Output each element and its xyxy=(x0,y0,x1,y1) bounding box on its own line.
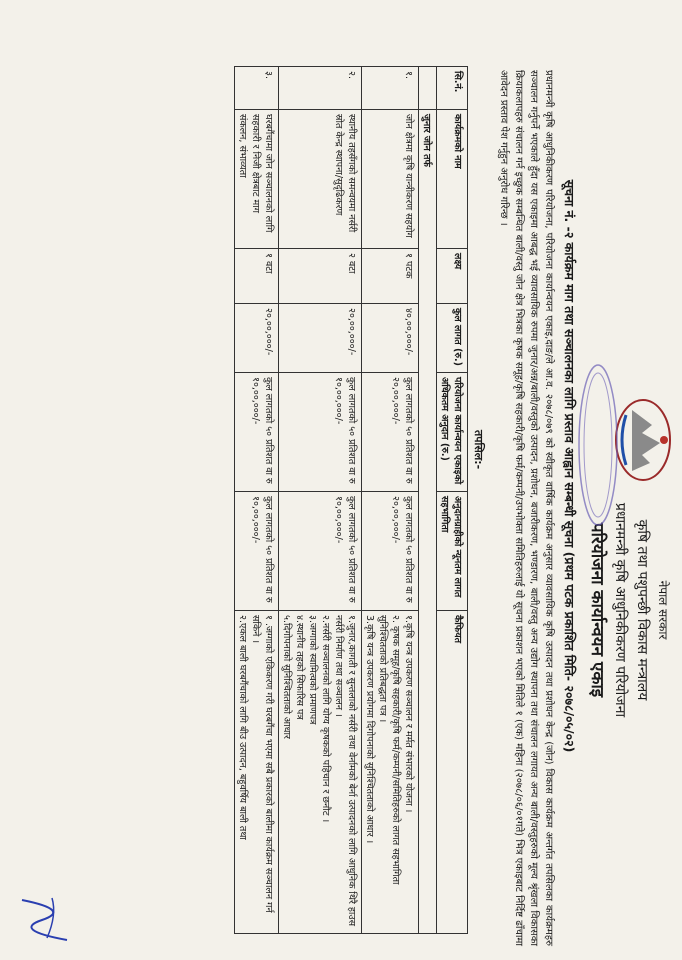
cell-program: घरबगैंचामा जोन सञ्चालनको लागि सहकारी र निजी क्षेत्रबाट माग संकलन, संभाव्यता xyxy=(235,110,279,249)
remark-line: १.जुनार,कागती र सुन्तलाको नर्सरी तथा वेर्नामको बेर्ना उत्पादनको लागि आधुनिक थिरै हाउस नर्सरी निर्माण तथा सञ्चालन । xyxy=(333,615,357,927)
cell-grant: कुल लागतको ५० प्रतिशत वा रु १०,००,०००/- xyxy=(279,373,362,492)
cell-grant: कुल लागतको ५० प्रतिशत वा रु १०,००,०००/- xyxy=(235,373,279,492)
cell-sn: १. xyxy=(362,67,419,110)
header-cost: कुल लागत (रु.) xyxy=(437,304,468,373)
header-sn: सि.नं. xyxy=(437,67,468,110)
cell-cost: ४०,००,०००/- xyxy=(362,304,419,373)
remark-line: ३.जग्गाको स्वामित्वको प्रमाणपत्र xyxy=(307,615,318,725)
header-grant: परियोजना कार्यान्वयन एकाइको अधिकतम अनुदान (रु.) xyxy=(437,373,468,492)
office-stamp-icon xyxy=(576,360,620,530)
cell-remarks xyxy=(235,611,279,934)
cell-target: २ वटा xyxy=(279,249,362,304)
cell-sn: २. xyxy=(279,67,362,110)
cell-beneficiary: कुल लागतको ५० प्रतिशत वा रु १०,००,०००/- xyxy=(235,492,279,611)
remark-line: ५.दिगोपनाको सुनिश्चितताको आधार xyxy=(281,615,292,739)
remark-line: १.कृषि यन्त्र उपकरण सञ्चालन र मर्मत संभारको योजना । xyxy=(403,615,414,813)
cell-target: १ वटा xyxy=(235,249,279,304)
region-label: जुनार जोन तर्फ xyxy=(419,110,437,934)
header-remarks: कैफियत xyxy=(437,611,468,934)
project-name: प्रधानमन्त्री कृषि आधुनिकीकरण परियोजना xyxy=(612,502,628,718)
program-table xyxy=(234,66,468,934)
remark-line: १ .जग्गाको एकिकरण गरी घरबगैंचा भएमा सबै प्रकारको बालीमा कार्यक्रम सञ्चालन गर्न सकिने । xyxy=(250,615,274,913)
office-name: परियोजना कार्यान्वयन एकाइ xyxy=(587,522,607,698)
table-row xyxy=(362,67,419,934)
cell-remarks xyxy=(362,611,419,934)
header-beneficiary: अनुदानग्राहीको न्यूनतम लागत सहभागिता xyxy=(437,492,468,611)
remark-line: २. कृषक समूह/कृषि सहकारी/कृषि फर्म/कम्पनी/समितिहरुको लागत सहभागिता सुनिश्चितताको प्रतिबद्धता पत्र । xyxy=(377,615,401,885)
table-header-row xyxy=(437,67,468,934)
remark-line: ४.स्थानीय तहको सिफारिस पत्र xyxy=(294,615,305,720)
cell-remarks xyxy=(279,611,362,934)
remark-line: 3.कृषि यन्त्र उपकरण प्रयोगमा दिगोपनाको सुनिश्चितताको आधार । xyxy=(364,615,375,844)
cell-program: स्थानीय तहसँगको समन्वयमा नर्सरी स्रोत केन्द्र स्थापना/सुदृढिकरण xyxy=(279,110,362,249)
remark-line: २.एकल बाली घरबगैंचाको लागि बीउ उत्पादन, बहुवर्षिय बाली तथा xyxy=(237,615,248,840)
cell-grant: कुल लागतको ५० प्रतिशत वा रु २०,००,०००/- xyxy=(362,373,419,492)
remark-line: २.नर्सरी सञ्चालनको लागि योग्य कृषकको पहिचान र छनौट । xyxy=(320,615,331,823)
cell-target: १ पटक xyxy=(362,249,419,304)
cell-beneficiary: कुल लागतको ५० प्रतिशत वा रु १०,००,०००/- xyxy=(279,492,362,611)
government-name: नेपाल सरकार xyxy=(656,580,670,640)
region-row xyxy=(419,67,437,934)
notice-intro: प्रधानमन्त्री कृषि आधुनिकीकरण परियोजना, परियोजना कार्यान्वयन एकाइ,दाङ/ले आ.व. २०७८/०७९ को स्वीकृत वार्षिक कार्यक्रम अनुसार व्यावसायिक कृषि उत्पादन तथा प्रशोधन केन्द्र (जोन) विकास कार्यक्रम अन्तर्गत तपसिलका कार्यक्रमहरु सञ्चालन गर्नुपर्ने भएकाले हुँदा यस एकाइमा आबद्ध भई व्यावसायिक रुपमा जुनार/अन्न/बाली/वस्तुको उत्पादन, प्रशोधन, बजारीकरण, भण्डारण, बाली/वस्तु अन्य उद्योग स्थापना तथा संचालन लगायत अन्य बाली/वस्तुहरुको मूल्य श्रृंखला विकासका क्रियाकलापहरु संचालन गर्न इच्छुक सम्बन्धित बाली/वस्तु जोन क्षेत्र भित्रका कृषक समूह/कृषि सहकारी/कृषि फर्म/कम्पनी/उपभोक्ता समितिहरुलाई यो सूचना प्रकाशन भएको मितिले १ (एक) महिना (२०७८/०६/०१गते) भित्र एकाइबाट निर्दिष्ट ढाँचामा आवेदन प्रस्ताव पेश गर्नुहुन अनुरोध गरिन्छ । xyxy=(498,70,554,946)
cell-beneficiary: कुल लागतको ५० प्रतिशत वा रु २०,००,०००/- xyxy=(362,492,419,611)
cell-sn: ३. xyxy=(235,67,279,110)
header-program: कार्यक्रमको नाम xyxy=(437,110,468,249)
cell-program: जोन क्षेत्रमा कृषि यान्त्रीकरण सहयोग xyxy=(362,110,419,249)
cell-cost: २०,००,०००/- xyxy=(235,304,279,373)
table-row xyxy=(279,67,362,934)
notice-title: सूचना नं. -२ कार्यक्रम माग तथा सञ्चालनका लागि प्रस्ताव आह्वान सम्बन्धी सूचना (प्रथम पटक प्रकाशित मिति- २०७८/०५/०२) xyxy=(562,179,577,753)
header-target: लक्ष्य xyxy=(437,249,468,304)
table-row xyxy=(235,67,279,934)
signature-icon xyxy=(12,890,82,950)
ministry-name: कृषि तथा पशुपन्छी विकास मन्त्रालय xyxy=(634,519,650,701)
cell-cost: २०,००,०००/- xyxy=(279,304,362,373)
details-label: तपसिल:- xyxy=(472,430,485,470)
